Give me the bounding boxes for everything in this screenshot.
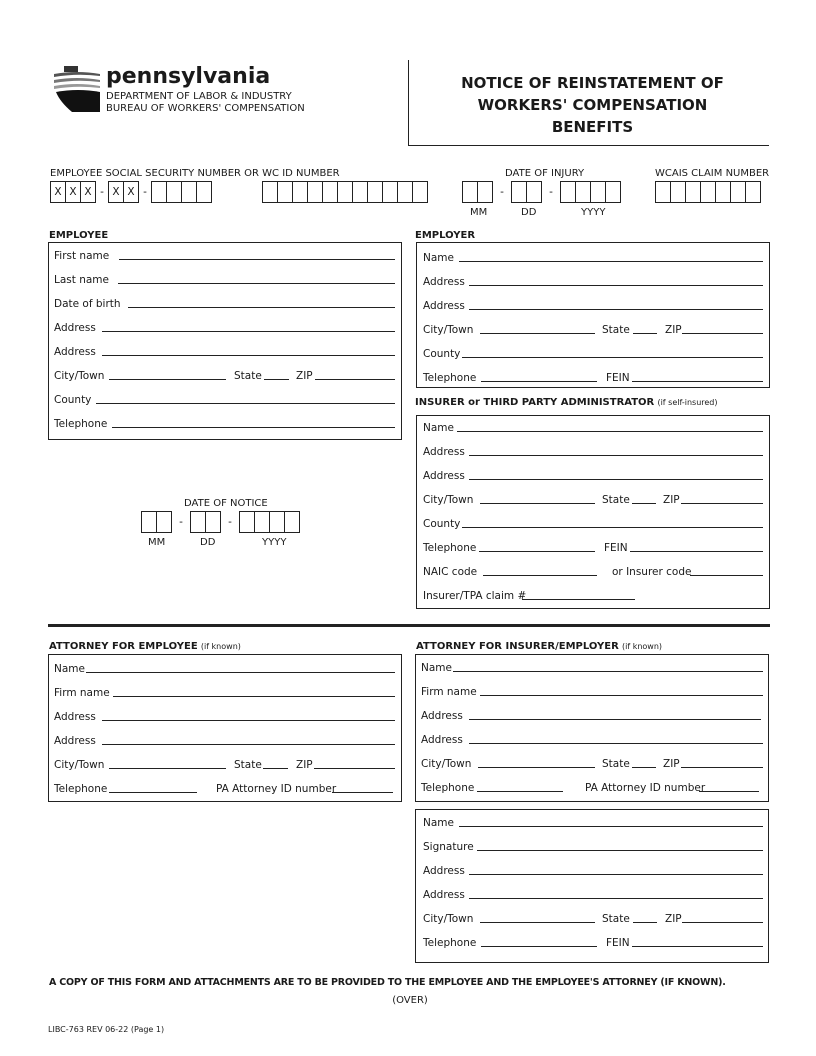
atty-employee-zip-field[interactable]: [314, 768, 395, 769]
signer-address2-label: Address: [423, 889, 465, 901]
employer-state-field[interactable]: [633, 333, 657, 334]
employee-telephone-field[interactable]: [112, 427, 395, 428]
ssn-cell: [181, 181, 197, 203]
atty-insurer-city-field[interactable]: [478, 767, 595, 768]
atty-insurer-address2-field[interactable]: [469, 743, 763, 744]
insurer-title-text: INSURER or THIRD PARTY ADMINISTRATOR: [415, 397, 655, 408]
insurer-zip-label: ZIP: [663, 494, 680, 506]
atty-insurer-title-text: ATTORNEY FOR INSURER/EMPLOYER: [416, 641, 619, 652]
employer-name-field[interactable]: [459, 261, 763, 262]
notice-yyyy-label: YYYY: [262, 537, 287, 548]
atty-insurer-firm-label: Firm name: [421, 686, 477, 698]
signer-state-field[interactable]: [633, 922, 657, 923]
employee-address1-field[interactable]: [102, 331, 395, 332]
employer-address1-field[interactable]: [469, 285, 763, 286]
wc-id-cell: [367, 181, 383, 203]
atty-employee-title-note: (if known): [200, 642, 241, 651]
ssn-cell: X: [65, 181, 81, 203]
doi-cell: [511, 181, 527, 203]
doi-cell: [560, 181, 576, 203]
atty-employee-firm-field[interactable]: [113, 696, 395, 697]
insurer-naic-label: NAIC code: [423, 566, 478, 578]
employee-county-label: County: [54, 394, 92, 406]
signer-city-field[interactable]: [480, 922, 595, 923]
employer-address1-label: Address: [423, 276, 465, 288]
atty-insurer-telephone-label: Telephone: [421, 782, 475, 794]
employee-telephone-label: Telephone: [54, 418, 108, 430]
employer-address2-field[interactable]: [469, 309, 763, 310]
employee-zip-label: ZIP: [296, 370, 313, 382]
employer-zip-label: ZIP: [665, 324, 682, 336]
brand-name: pennsylvania: [106, 64, 271, 89]
signer-name-field[interactable]: [459, 826, 763, 827]
ssn-cell: [166, 181, 182, 203]
ssn-cell: [196, 181, 212, 203]
doi-cell: [605, 181, 621, 203]
signer-address2-field[interactable]: [469, 898, 763, 899]
insurer-telephone-field[interactable]: [479, 551, 595, 552]
insurer-fein-label: FEIN: [604, 542, 628, 554]
ssn-dash: -: [100, 186, 104, 198]
atty-employee-state-label: State: [234, 759, 262, 771]
wcais-cell: [700, 181, 716, 203]
employee-dob-field[interactable]: [128, 307, 395, 308]
ssn-cell: [151, 181, 167, 203]
signer-fein-field[interactable]: [632, 946, 763, 947]
over-label: (OVER): [392, 995, 428, 1006]
insurer-county-label: County: [423, 518, 461, 530]
notice-cell: [269, 511, 285, 533]
atty-insurer-state-label: State: [602, 758, 630, 770]
header-vertical-divider: [408, 60, 409, 146]
employer-fein-field[interactable]: [632, 381, 763, 382]
notice-cell: [190, 511, 206, 533]
signer-zip-label: ZIP: [665, 913, 682, 925]
atty-insurer-title-note: (if known): [622, 642, 663, 651]
keystone-logo-icon: [52, 66, 102, 112]
doi-cell: [526, 181, 542, 203]
atty-employee-firm-label: Firm name: [54, 687, 110, 699]
atty-insurer-pa-id-field[interactable]: [699, 791, 759, 792]
insurer-claim-field[interactable]: [522, 599, 635, 600]
employee-zip-field[interactable]: [315, 379, 395, 380]
atty-insurer-firm-field[interactable]: [480, 695, 763, 696]
ssn-label: EMPLOYEE SOCIAL SECURITY NUMBER OR WC ID NUMBER: [50, 168, 340, 179]
wcais-claim-input[interactable]: [655, 181, 760, 203]
atty-insurer-telephone-field[interactable]: [477, 791, 563, 792]
employer-telephone-label: Telephone: [423, 372, 477, 384]
employee-address1-label: Address: [54, 322, 96, 334]
wc-id-input[interactable]: [262, 181, 427, 203]
employee-state-label: State: [234, 370, 262, 382]
atty-insurer-zip-label: ZIP: [663, 758, 680, 770]
atty-employee-telephone-field[interactable]: [109, 792, 197, 793]
notice-dash: -: [179, 516, 183, 528]
employee-first-name-field[interactable]: [119, 259, 395, 260]
atty-insurer-address1-field[interactable]: [469, 719, 761, 720]
doi-dd-label: DD: [521, 207, 537, 218]
atty-insurer-zip-field[interactable]: [681, 767, 763, 768]
wcais-cell: [715, 181, 731, 203]
form-title-line2: WORKERS' COMPENSATION: [477, 96, 708, 114]
insurer-address1-field[interactable]: [469, 455, 763, 456]
wc-id-cell: [352, 181, 368, 203]
ssn-dash: -: [143, 186, 147, 198]
wcais-label: WCAIS CLAIM NUMBER: [655, 168, 770, 179]
signer-address1-field[interactable]: [469, 874, 763, 875]
employer-state-label: State: [602, 324, 630, 336]
insurer-code-field[interactable]: [690, 575, 763, 576]
atty-insurer-pa-id-label: PA Attorney ID number: [585, 782, 706, 794]
bureau-name: BUREAU OF WORKERS' COMPENSATION: [106, 103, 305, 114]
doi-cell: [477, 181, 493, 203]
atty-insurer-city-label: City/Town: [421, 758, 472, 770]
wc-id-cell: [322, 181, 338, 203]
atty-employee-pa-id-label: PA Attorney ID number: [216, 783, 337, 795]
employer-city-field[interactable]: [480, 333, 595, 334]
atty-employee-telephone-label: Telephone: [54, 783, 108, 795]
employee-dob-label: Date of birth: [54, 298, 121, 310]
section-divider: [48, 624, 770, 627]
insurer-code-label: or Insurer code: [612, 566, 692, 578]
date-of-notice-input[interactable]: [141, 511, 299, 533]
doi-cell: [590, 181, 606, 203]
date-of-notice-label: DATE OF NOTICE: [184, 498, 268, 509]
doi-yyyy-label: YYYY: [581, 207, 606, 218]
wc-id-cell: [292, 181, 308, 203]
insurer-name-field[interactable]: [457, 431, 763, 432]
form-title-line1: NOTICE OF REINSTATEMENT OF: [461, 74, 724, 92]
wc-id-cell: [337, 181, 353, 203]
employer-city-label: City/Town: [423, 324, 474, 336]
insurer-address1-label: Address: [423, 446, 465, 458]
wc-id-cell: [412, 181, 428, 203]
atty-insurer-state-field[interactable]: [632, 767, 656, 768]
employee-box: [48, 242, 402, 440]
atty-employee-zip-label: ZIP: [296, 759, 313, 771]
insurer-telephone-label: Telephone: [423, 542, 477, 554]
notice-cell: [284, 511, 300, 533]
employee-section-title: EMPLOYEE: [49, 230, 109, 241]
ssn-cell: X: [50, 181, 66, 203]
ssn-cell: X: [108, 181, 124, 203]
employer-county-label: County: [423, 348, 461, 360]
insurer-title-note: (if self-insured): [657, 398, 718, 407]
atty-employee-address2-label: Address: [54, 735, 96, 747]
employee-last-name-label: Last name: [54, 274, 109, 286]
employer-name-label: Name: [423, 252, 454, 264]
atty-employee-pa-id-field[interactable]: [332, 792, 393, 793]
header-horizontal-rule: [408, 145, 769, 146]
insurer-state-field[interactable]: [632, 503, 656, 504]
notice-cell: [239, 511, 255, 533]
wcais-cell: [745, 181, 761, 203]
insurer-section-title: [415, 397, 718, 409]
atty-insurer-box: [415, 654, 769, 802]
notice-cell: [156, 511, 172, 533]
atty-insurer-title: [416, 641, 662, 653]
insurer-fein-field[interactable]: [630, 551, 763, 552]
insurer-county-field[interactable]: [462, 527, 763, 528]
wcais-cell: [685, 181, 701, 203]
notice-dd-label: DD: [200, 537, 216, 548]
wc-id-cell: [277, 181, 293, 203]
atty-employee-address1-label: Address: [54, 711, 96, 723]
wcais-cell: [655, 181, 671, 203]
atty-insurer-name-label: Name: [421, 662, 452, 674]
department-name: DEPARTMENT OF LABOR & INDUSTRY: [106, 91, 292, 102]
insurer-naic-field[interactable]: [483, 575, 597, 576]
atty-employee-title: [49, 641, 241, 653]
atty-employee-state-field[interactable]: [263, 768, 288, 769]
insurer-city-label: City/Town: [423, 494, 474, 506]
employer-section-title: EMPLOYER: [415, 230, 476, 241]
notice-cell: [205, 511, 221, 533]
date-of-injury-label: DATE OF INJURY: [505, 168, 585, 179]
atty-employee-box: [48, 654, 402, 802]
wc-id-cell: [262, 181, 278, 203]
notice-dash: -: [228, 516, 232, 528]
signer-fein-label: FEIN: [606, 937, 630, 949]
atty-employee-address2-field[interactable]: [102, 744, 395, 745]
notice-cell: [254, 511, 270, 533]
employee-city-label: City/Town: [54, 370, 105, 382]
employer-address2-label: Address: [423, 300, 465, 312]
ssn-input[interactable]: [50, 181, 211, 203]
employer-zip-field[interactable]: [682, 333, 763, 334]
employee-city-field[interactable]: [109, 379, 226, 380]
insurer-address2-field[interactable]: [469, 479, 763, 480]
wc-id-cell: [307, 181, 323, 203]
wc-id-cell: [397, 181, 413, 203]
wcais-cell: [730, 181, 746, 203]
signer-city-label: City/Town: [423, 913, 474, 925]
form-title-line3: BENEFITS: [551, 118, 634, 136]
employer-box: [416, 242, 770, 388]
atty-insurer-address2-label: Address: [421, 734, 463, 746]
atty-insurer-name-field[interactable]: [453, 671, 763, 672]
wc-id-cell: [382, 181, 398, 203]
doi-mm-label: MM: [470, 207, 488, 218]
employee-first-name-label: First name: [54, 250, 110, 262]
signer-zip-field[interactable]: [682, 922, 763, 923]
atty-employee-name-field[interactable]: [86, 672, 395, 673]
notice-cell: [141, 511, 157, 533]
signer-address1-label: Address: [423, 865, 465, 877]
atty-employee-title-text: ATTORNEY FOR EMPLOYEE: [49, 641, 198, 652]
form-id: LIBC-763 REV 06-22 (Page 1): [48, 1025, 165, 1034]
signer-signature-label: Signature: [423, 841, 474, 853]
doi-dash: -: [500, 186, 504, 198]
insurer-state-label: State: [602, 494, 630, 506]
atty-employee-city-field[interactable]: [109, 768, 226, 769]
atty-employee-name-label: Name: [54, 663, 85, 675]
insurer-address2-label: Address: [423, 470, 465, 482]
signer-signature-field[interactable]: [477, 850, 763, 851]
employee-state-field[interactable]: [264, 379, 289, 380]
employee-county-field[interactable]: [96, 403, 395, 404]
atty-employee-address1-field[interactable]: [102, 720, 395, 721]
pa-logo: [52, 66, 102, 112]
employee-last-name-field[interactable]: [118, 283, 395, 284]
insurer-zip-field[interactable]: [681, 503, 763, 504]
ssn-cell: X: [80, 181, 96, 203]
insurer-city-field[interactable]: [480, 503, 595, 504]
signer-telephone-label: Telephone: [423, 937, 477, 949]
doi-cell: [462, 181, 478, 203]
signer-state-label: State: [602, 913, 630, 925]
date-of-injury-input[interactable]: [462, 181, 620, 203]
employer-fein-label: FEIN: [606, 372, 630, 384]
insurer-claim-label: Insurer/TPA claim #: [423, 590, 527, 602]
notice-mm-label: MM: [148, 537, 166, 548]
wcais-cell: [670, 181, 686, 203]
atty-insurer-address1-label: Address: [421, 710, 463, 722]
doi-dash: -: [549, 186, 553, 198]
signer-name-label: Name: [423, 817, 454, 829]
insurer-box: [416, 415, 770, 609]
signer-telephone-field[interactable]: [481, 946, 597, 947]
insurer-name-label: Name: [423, 422, 454, 434]
employee-address2-label: Address: [54, 346, 96, 358]
doi-cell: [575, 181, 591, 203]
copy-notice: A COPY OF THIS FORM AND ATTACHMENTS ARE TO BE PROVIDED TO THE EMPLOYEE AND THE EMPLOYEE'S ATTORNEY (IF KNOWN).: [49, 977, 726, 988]
employer-county-field[interactable]: [462, 357, 763, 358]
ssn-cell: X: [123, 181, 139, 203]
employer-telephone-field[interactable]: [481, 381, 597, 382]
employee-address2-field[interactable]: [102, 355, 395, 356]
atty-employee-city-label: City/Town: [54, 759, 105, 771]
